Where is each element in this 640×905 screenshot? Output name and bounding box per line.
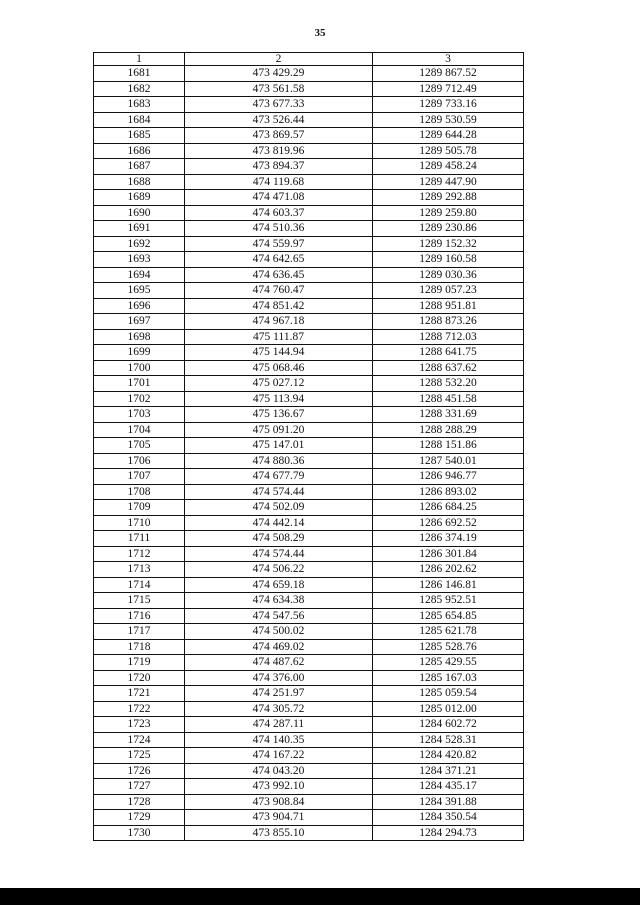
- y-coordinate-cell: 1284 528.31: [373, 732, 524, 748]
- y-coordinate-cell: 1284 602.72: [373, 717, 524, 733]
- y-coordinate-cell: 1288 712.03: [373, 329, 524, 345]
- point-number-cell: 1698: [94, 329, 185, 345]
- point-number-cell: 1690: [94, 205, 185, 221]
- y-coordinate-cell: 1289 057.23: [373, 283, 524, 299]
- point-number-cell: 1685: [94, 128, 185, 144]
- x-coordinate-cell: 473 561.58: [185, 81, 373, 97]
- y-coordinate-cell: 1289 160.58: [373, 252, 524, 268]
- table-row: [94, 608, 524, 624]
- x-coordinate-cell: 475 027.12: [185, 376, 373, 392]
- point-number-cell: 1707: [94, 469, 185, 485]
- table-row: [94, 190, 524, 206]
- point-number-cell: 1693: [94, 252, 185, 268]
- x-coordinate-cell: 474 305.72: [185, 701, 373, 717]
- point-number-cell: 1697: [94, 314, 185, 330]
- table-row: [94, 732, 524, 748]
- x-coordinate-cell: 474 634.38: [185, 593, 373, 609]
- table-row: [94, 329, 524, 345]
- table-row: [94, 717, 524, 733]
- point-number-cell: 1711: [94, 531, 185, 547]
- table-row: [94, 577, 524, 593]
- table-row: [94, 763, 524, 779]
- point-number-cell: 1719: [94, 655, 185, 671]
- table-row: [94, 531, 524, 547]
- table-row: [94, 376, 524, 392]
- x-coordinate-cell: 475 068.46: [185, 360, 373, 376]
- table-row: [94, 174, 524, 190]
- point-number-cell: 1723: [94, 717, 185, 733]
- point-number-cell: 1684: [94, 112, 185, 128]
- point-number-cell: 1712: [94, 546, 185, 562]
- point-number-cell: 1706: [94, 453, 185, 469]
- y-coordinate-cell: 1289 292.88: [373, 190, 524, 206]
- point-number-cell: 1714: [94, 577, 185, 593]
- table-row: [94, 624, 524, 640]
- y-coordinate-cell: 1288 532.20: [373, 376, 524, 392]
- point-number-cell: 1701: [94, 376, 185, 392]
- point-number-cell: 1696: [94, 298, 185, 314]
- x-coordinate-cell: 475 091.20: [185, 422, 373, 438]
- y-coordinate-cell: 1286 893.02: [373, 484, 524, 500]
- table-row: [94, 112, 524, 128]
- y-coordinate-cell: 1289 530.59: [373, 112, 524, 128]
- y-coordinate-cell: 1285 621.78: [373, 624, 524, 640]
- x-coordinate-cell: 474 043.20: [185, 763, 373, 779]
- y-coordinate-cell: 1286 146.81: [373, 577, 524, 593]
- y-coordinate-cell: 1285 654.85: [373, 608, 524, 624]
- point-number-cell: 1686: [94, 143, 185, 159]
- point-number-cell: 1699: [94, 345, 185, 361]
- table-row: [94, 469, 524, 485]
- x-coordinate-cell: 474 880.36: [185, 453, 373, 469]
- point-number-cell: 1704: [94, 422, 185, 438]
- point-number-cell: 1681: [94, 66, 185, 82]
- table-row: [94, 825, 524, 841]
- table-row: [94, 794, 524, 810]
- point-number-cell: 1687: [94, 159, 185, 175]
- table-row: [94, 97, 524, 113]
- x-coordinate-cell: 474 442.14: [185, 515, 373, 531]
- x-coordinate-cell: 474 677.79: [185, 469, 373, 485]
- column-header-2: 2: [185, 53, 373, 66]
- y-coordinate-cell: 1284 350.54: [373, 810, 524, 826]
- y-coordinate-cell: 1288 637.62: [373, 360, 524, 376]
- table-row: [94, 748, 524, 764]
- y-coordinate-cell: 1289 458.24: [373, 159, 524, 175]
- y-coordinate-cell: 1289 712.49: [373, 81, 524, 97]
- x-coordinate-cell: 473 677.33: [185, 97, 373, 113]
- point-number-cell: 1695: [94, 283, 185, 299]
- x-coordinate-cell: 474 471.08: [185, 190, 373, 206]
- x-coordinate-cell: 474 574.44: [185, 546, 373, 562]
- table-header-row: [94, 53, 524, 66]
- table-row: [94, 453, 524, 469]
- table-row: [94, 205, 524, 221]
- x-coordinate-cell: 475 113.94: [185, 391, 373, 407]
- point-number-cell: 1683: [94, 97, 185, 113]
- y-coordinate-cell: 1288 331.69: [373, 407, 524, 423]
- table-row: [94, 128, 524, 144]
- y-coordinate-cell: 1285 952.51: [373, 593, 524, 609]
- x-coordinate-cell: 473 894.37: [185, 159, 373, 175]
- table-row: [94, 639, 524, 655]
- y-coordinate-cell: 1285 429.55: [373, 655, 524, 671]
- table-row: [94, 407, 524, 423]
- y-coordinate-cell: 1284 420.82: [373, 748, 524, 764]
- table-row: [94, 159, 524, 175]
- y-coordinate-cell: 1288 641.75: [373, 345, 524, 361]
- x-coordinate-cell: 474 508.29: [185, 531, 373, 547]
- table-row: [94, 593, 524, 609]
- y-coordinate-cell: 1289 259.80: [373, 205, 524, 221]
- x-coordinate-cell: 474 506.22: [185, 562, 373, 578]
- table-row: [94, 670, 524, 686]
- point-number-cell: 1721: [94, 686, 185, 702]
- x-coordinate-cell: 474 642.65: [185, 252, 373, 268]
- x-coordinate-cell: 474 502.09: [185, 500, 373, 516]
- point-number-cell: 1730: [94, 825, 185, 841]
- table-row: [94, 345, 524, 361]
- x-coordinate-cell: 474 659.18: [185, 577, 373, 593]
- table-row: [94, 298, 524, 314]
- x-coordinate-cell: 473 908.84: [185, 794, 373, 810]
- x-coordinate-cell: 474 559.97: [185, 236, 373, 252]
- table-row: [94, 143, 524, 159]
- table-row: [94, 701, 524, 717]
- point-number-cell: 1728: [94, 794, 185, 810]
- coordinates-table: [93, 52, 524, 841]
- table-row: [94, 391, 524, 407]
- x-coordinate-cell: 474 510.36: [185, 221, 373, 237]
- x-coordinate-cell: 473 855.10: [185, 825, 373, 841]
- point-number-cell: 1710: [94, 515, 185, 531]
- point-number-cell: 1718: [94, 639, 185, 655]
- x-coordinate-cell: 474 760.47: [185, 283, 373, 299]
- table-row: [94, 283, 524, 299]
- y-coordinate-cell: 1288 151.86: [373, 438, 524, 454]
- x-coordinate-cell: 474 167.22: [185, 748, 373, 764]
- x-coordinate-cell: 474 376.00: [185, 670, 373, 686]
- y-coordinate-cell: 1285 012.00: [373, 701, 524, 717]
- x-coordinate-cell: 474 469.02: [185, 639, 373, 655]
- x-coordinate-cell: 475 144.94: [185, 345, 373, 361]
- point-number-cell: 1688: [94, 174, 185, 190]
- y-coordinate-cell: 1285 167.03: [373, 670, 524, 686]
- point-number-cell: 1726: [94, 763, 185, 779]
- y-coordinate-cell: 1286 692.52: [373, 515, 524, 531]
- y-coordinate-cell: 1289 867.52: [373, 66, 524, 82]
- x-coordinate-cell: 474 636.45: [185, 267, 373, 283]
- column-header-3: 3: [373, 53, 524, 66]
- y-coordinate-cell: 1285 059.54: [373, 686, 524, 702]
- x-coordinate-cell: 473 992.10: [185, 779, 373, 795]
- point-number-cell: 1705: [94, 438, 185, 454]
- y-coordinate-cell: 1286 684.25: [373, 500, 524, 516]
- x-coordinate-cell: 474 574.44: [185, 484, 373, 500]
- table-row: [94, 686, 524, 702]
- table-row: [94, 500, 524, 516]
- y-coordinate-cell: 1288 451.58: [373, 391, 524, 407]
- y-coordinate-cell: 1284 371.21: [373, 763, 524, 779]
- x-coordinate-cell: 475 147.01: [185, 438, 373, 454]
- table-row: [94, 236, 524, 252]
- table-row: [94, 267, 524, 283]
- point-number-cell: 1713: [94, 562, 185, 578]
- point-number-cell: 1717: [94, 624, 185, 640]
- point-number-cell: 1700: [94, 360, 185, 376]
- y-coordinate-cell: 1289 505.78: [373, 143, 524, 159]
- point-number-cell: 1729: [94, 810, 185, 826]
- point-number-cell: 1709: [94, 500, 185, 516]
- table-row: [94, 360, 524, 376]
- point-number-cell: 1720: [94, 670, 185, 686]
- y-coordinate-cell: 1287 540.01: [373, 453, 524, 469]
- point-number-cell: 1689: [94, 190, 185, 206]
- y-coordinate-cell: 1286 202.62: [373, 562, 524, 578]
- point-number-cell: 1722: [94, 701, 185, 717]
- y-coordinate-cell: 1286 946.77: [373, 469, 524, 485]
- y-coordinate-cell: 1289 447.90: [373, 174, 524, 190]
- table-row: [94, 438, 524, 454]
- y-coordinate-cell: 1286 301.84: [373, 546, 524, 562]
- point-number-cell: 1703: [94, 407, 185, 423]
- coordinates-table-body: [94, 53, 524, 841]
- x-coordinate-cell: 474 119.68: [185, 174, 373, 190]
- table-row: [94, 562, 524, 578]
- x-coordinate-cell: 474 251.97: [185, 686, 373, 702]
- x-coordinate-cell: 474 851.42: [185, 298, 373, 314]
- y-coordinate-cell: 1284 391.88: [373, 794, 524, 810]
- point-number-cell: 1724: [94, 732, 185, 748]
- x-coordinate-cell: 475 111.87: [185, 329, 373, 345]
- x-coordinate-cell: 474 967.18: [185, 314, 373, 330]
- table-row: [94, 546, 524, 562]
- y-coordinate-cell: 1289 152.32: [373, 236, 524, 252]
- point-number-cell: 1692: [94, 236, 185, 252]
- table-row: [94, 81, 524, 97]
- point-number-cell: 1702: [94, 391, 185, 407]
- y-coordinate-cell: 1289 644.28: [373, 128, 524, 144]
- y-coordinate-cell: 1284 294.73: [373, 825, 524, 841]
- x-coordinate-cell: 474 547.56: [185, 608, 373, 624]
- table-row: [94, 252, 524, 268]
- x-coordinate-cell: 474 140.35: [185, 732, 373, 748]
- x-coordinate-cell: 474 500.02: [185, 624, 373, 640]
- table-row: [94, 314, 524, 330]
- table-row: [94, 484, 524, 500]
- y-coordinate-cell: 1289 733.16: [373, 97, 524, 113]
- y-coordinate-cell: 1289 030.36: [373, 267, 524, 283]
- table-row: [94, 655, 524, 671]
- x-coordinate-cell: 473 904.71: [185, 810, 373, 826]
- table-row: [94, 779, 524, 795]
- point-number-cell: 1708: [94, 484, 185, 500]
- x-coordinate-cell: 473 526.44: [185, 112, 373, 128]
- table-row: [94, 810, 524, 826]
- point-number-cell: 1716: [94, 608, 185, 624]
- x-coordinate-cell: 474 487.62: [185, 655, 373, 671]
- point-number-cell: 1725: [94, 748, 185, 764]
- table-row: [94, 422, 524, 438]
- y-coordinate-cell: 1284 435.17: [373, 779, 524, 795]
- point-number-cell: 1727: [94, 779, 185, 795]
- page-number: 35: [314, 27, 326, 39]
- table-row: [94, 515, 524, 531]
- point-number-cell: 1694: [94, 267, 185, 283]
- point-number-cell: 1715: [94, 593, 185, 609]
- y-coordinate-cell: 1288 873.26: [373, 314, 524, 330]
- x-coordinate-cell: 474 287.11: [185, 717, 373, 733]
- y-coordinate-cell: 1288 288.29: [373, 422, 524, 438]
- column-header-1: 1: [94, 53, 185, 66]
- y-coordinate-cell: 1286 374.19: [373, 531, 524, 547]
- y-coordinate-cell: 1285 528.76: [373, 639, 524, 655]
- scan-bottom-edge: [0, 888, 640, 905]
- point-number-cell: 1682: [94, 81, 185, 97]
- x-coordinate-cell: 474 603.37: [185, 205, 373, 221]
- table-row: [94, 66, 524, 82]
- x-coordinate-cell: 473 429.29: [185, 66, 373, 82]
- table-row: [94, 221, 524, 237]
- point-number-cell: 1691: [94, 221, 185, 237]
- x-coordinate-cell: 473 819.96: [185, 143, 373, 159]
- x-coordinate-cell: 473 869.57: [185, 128, 373, 144]
- y-coordinate-cell: 1289 230.86: [373, 221, 524, 237]
- y-coordinate-cell: 1288 951.81: [373, 298, 524, 314]
- x-coordinate-cell: 475 136.67: [185, 407, 373, 423]
